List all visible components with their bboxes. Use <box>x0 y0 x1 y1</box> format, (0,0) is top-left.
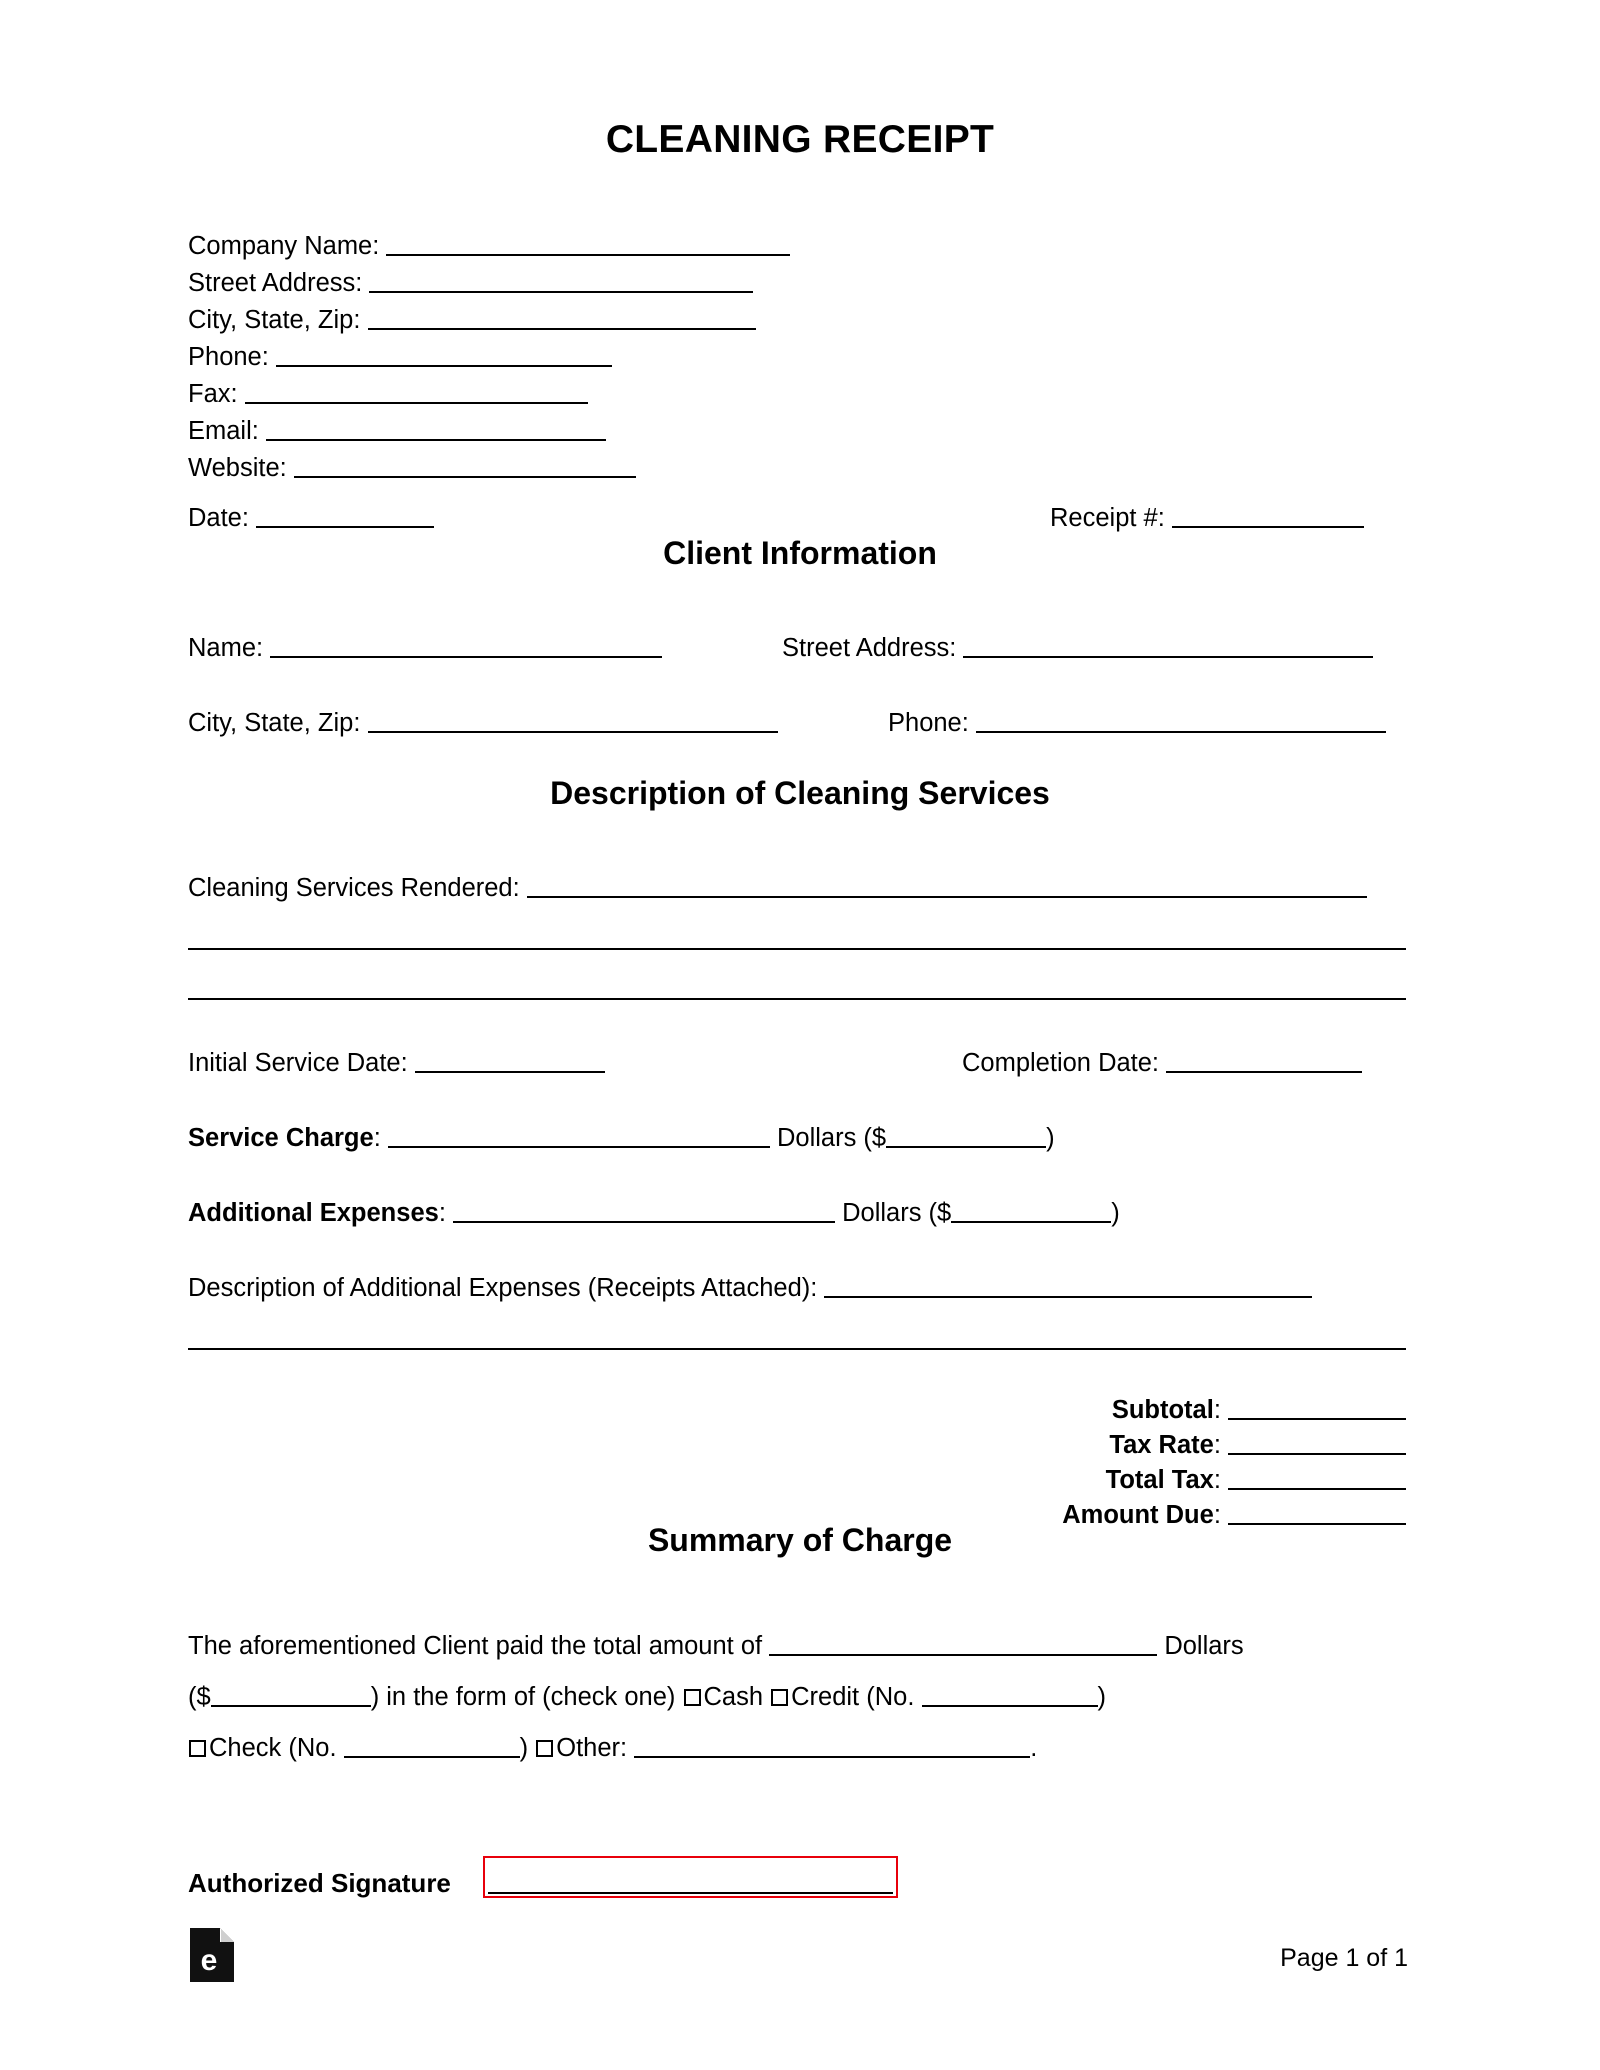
summary-line2-mid: ) in the form of (check one) <box>370 1683 676 1711</box>
client-name-field[interactable] <box>188 630 662 664</box>
credit-checkbox[interactable] <box>771 1689 788 1706</box>
subtotal-label: Subtotal <box>1111 1396 1214 1424</box>
service-charge-dollar-open: ($ <box>863 1124 887 1152</box>
total-tax-row[interactable] <box>806 1462 1406 1497</box>
amount-due-blank[interactable] <box>1228 1497 1406 1525</box>
summary-line-3[interactable] <box>188 1730 1037 1764</box>
client-name-label: Name: <box>188 634 264 662</box>
total-tax-colon: : <box>1213 1466 1221 1494</box>
initial-service-date-field[interactable] <box>188 1045 605 1079</box>
service-charge-label: Service Charge <box>188 1124 374 1152</box>
service-charge-dollars-word: Dollars <box>776 1124 857 1152</box>
company-name-field[interactable] <box>188 228 790 262</box>
services-rendered-label: Cleaning Services Rendered: <box>188 874 520 902</box>
company-city-field[interactable] <box>188 302 756 336</box>
totals-block <box>806 1392 1406 1532</box>
summary-heading: Summary of Charge <box>647 1522 953 1558</box>
company-email-label: Email: <box>188 417 259 445</box>
company-street-label: Street Address: <box>188 269 363 297</box>
expenses-description-label: Description of Additional Expenses (Receipts Attached): <box>188 1274 818 1302</box>
company-fax-blank[interactable] <box>245 376 588 404</box>
tax-rate-label: Tax Rate <box>1109 1431 1214 1459</box>
client-street-label: Street Address: <box>782 634 957 662</box>
total-tax-label: Total Tax <box>1105 1466 1214 1494</box>
company-website-blank[interactable] <box>294 450 636 478</box>
company-name-blank[interactable] <box>386 228 790 256</box>
services-rendered-line-2[interactable] <box>188 948 1406 950</box>
additional-expenses-amount-blank[interactable] <box>951 1195 1111 1223</box>
service-charge-paren-close: ) <box>1046 1124 1055 1152</box>
credit-number-blank[interactable] <box>922 1679 1098 1707</box>
company-email-blank[interactable] <box>266 413 606 441</box>
date-field[interactable] <box>188 500 434 534</box>
company-email-field[interactable] <box>188 413 606 447</box>
date-blank[interactable] <box>256 500 434 528</box>
initial-service-date-blank[interactable] <box>415 1045 605 1073</box>
company-phone-field[interactable] <box>188 339 612 373</box>
client-city-blank[interactable] <box>368 705 778 733</box>
summary-line-2[interactable] <box>188 1679 1106 1713</box>
company-city-blank[interactable] <box>368 302 756 330</box>
additional-expenses-paren-close: ) <box>1111 1199 1120 1227</box>
company-fax-label: Fax: <box>188 380 238 408</box>
expenses-description-field[interactable] <box>188 1270 1312 1304</box>
authorized-signature-label: Authorized Signature <box>188 1868 451 1898</box>
amount-due-label: Amount Due <box>1062 1501 1214 1529</box>
company-city-label: City, State, Zip: <box>188 306 361 334</box>
amount-due-colon: : <box>1213 1501 1221 1529</box>
additional-expenses-dollars-word: Dollars <box>842 1199 922 1227</box>
expenses-description-blank[interactable] <box>824 1270 1312 1298</box>
expenses-description-line-2[interactable] <box>188 1348 1406 1350</box>
summary-line1-suffix: Dollars <box>1164 1632 1244 1660</box>
client-phone-blank[interactable] <box>976 705 1386 733</box>
client-information-heading: Client Information <box>663 535 937 571</box>
subtotal-blank[interactable] <box>1228 1392 1406 1420</box>
company-street-field[interactable] <box>188 265 753 299</box>
additional-expenses-dollar-open: ($ <box>928 1199 952 1227</box>
summary-total-amount-words-blank[interactable] <box>769 1628 1157 1656</box>
additional-expenses-field[interactable] <box>188 1195 1120 1229</box>
completion-date-label: Completion Date: <box>962 1049 1160 1077</box>
cash-label: Cash <box>703 1683 764 1711</box>
client-name-blank[interactable] <box>270 630 662 658</box>
client-phone-label: Phone: <box>888 709 969 737</box>
check-label: Check (No. <box>209 1734 337 1762</box>
other-checkbox[interactable] <box>536 1740 553 1757</box>
company-website-field[interactable] <box>188 450 636 484</box>
service-charge-words-blank[interactable] <box>388 1120 770 1148</box>
subtotal-colon: : <box>1213 1396 1221 1424</box>
receipt-number-field[interactable] <box>1050 500 1364 534</box>
summary-line-1[interactable] <box>188 1628 1244 1662</box>
company-website-label: Website: <box>188 454 287 482</box>
company-street-blank[interactable] <box>369 265 753 293</box>
client-city-label: City, State, Zip: <box>188 709 361 737</box>
tax-rate-row[interactable] <box>806 1427 1406 1462</box>
subtotal-row[interactable] <box>806 1392 1406 1427</box>
credit-label: Credit (No. <box>791 1683 915 1711</box>
company-fax-field[interactable] <box>188 376 588 410</box>
additional-expenses-label: Additional Expenses <box>188 1199 439 1227</box>
page-title: CLEANING RECEIPT <box>605 118 995 161</box>
summary-dollar-open: ($ <box>188 1683 211 1711</box>
authorized-signature-input[interactable] <box>483 1856 898 1898</box>
additional-expenses-words-blank[interactable] <box>453 1195 835 1223</box>
company-phone-label: Phone: <box>188 343 269 371</box>
service-charge-field[interactable] <box>188 1120 1055 1154</box>
service-charge-amount-blank[interactable] <box>886 1120 1046 1148</box>
company-phone-blank[interactable] <box>276 339 612 367</box>
tax-rate-blank[interactable] <box>1228 1427 1406 1455</box>
services-rendered-blank[interactable] <box>527 870 1367 898</box>
initial-service-date-label: Initial Service Date: <box>188 1049 408 1077</box>
other-label: Other: <box>556 1734 628 1762</box>
company-name-label: Company Name: <box>188 232 380 260</box>
client-street-field[interactable] <box>782 630 1373 664</box>
other-description-blank[interactable] <box>634 1730 1030 1758</box>
credit-paren-close: ) <box>1097 1683 1106 1711</box>
additional-expenses-colon: : <box>438 1199 446 1227</box>
service-charge-colon: : <box>373 1124 381 1152</box>
client-city-field[interactable] <box>188 705 778 739</box>
client-phone-field[interactable] <box>888 705 1386 739</box>
eforms-logo-icon <box>190 1928 234 1982</box>
receipt-number-blank[interactable] <box>1172 500 1364 528</box>
check-number-blank[interactable] <box>344 1730 520 1758</box>
tax-rate-colon: : <box>1213 1431 1221 1459</box>
services-rendered-line-3[interactable] <box>188 998 1406 1000</box>
client-street-blank[interactable] <box>963 630 1373 658</box>
date-label: Date: <box>188 504 249 532</box>
completion-date-blank[interactable] <box>1166 1045 1362 1073</box>
receipt-number-label: Receipt #: <box>1050 504 1165 532</box>
check-paren-close: ) <box>519 1734 529 1762</box>
summary-total-amount-blank[interactable] <box>211 1679 371 1707</box>
check-checkbox[interactable] <box>189 1740 206 1757</box>
total-tax-blank[interactable] <box>1228 1462 1406 1490</box>
signature-underline <box>488 1892 893 1894</box>
summary-period: . <box>1030 1734 1038 1762</box>
summary-line1-prefix: The aforementioned Client paid the total amount of <box>188 1632 763 1660</box>
cash-checkbox[interactable] <box>684 1689 701 1706</box>
services-heading: Description of Cleaning Services <box>550 775 1050 811</box>
completion-date-field[interactable] <box>962 1045 1362 1079</box>
page-number: Page 1 of 1 <box>1280 1944 1408 1972</box>
services-rendered-field[interactable] <box>188 870 1367 904</box>
svg-text:e: e <box>200 1944 218 1977</box>
